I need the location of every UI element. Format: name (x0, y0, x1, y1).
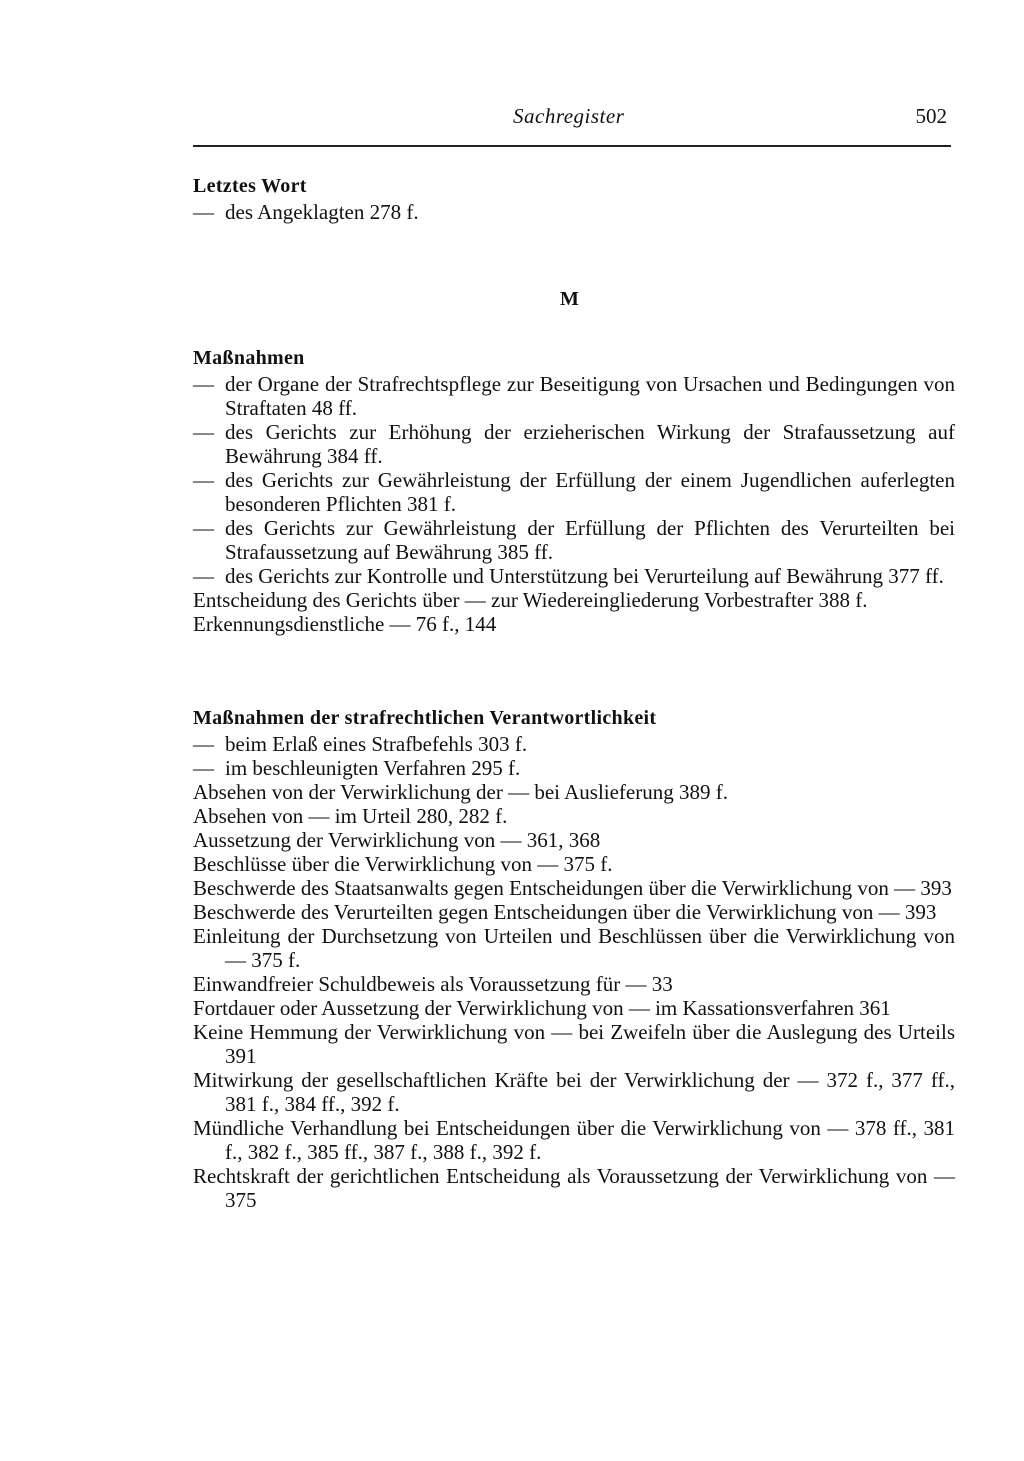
index-heading: Maßnahmen der strafrechtlichen Verantwortlichkeit (193, 707, 657, 729)
index-subentry-text: beim Erlaß eines Strafbefehls 303 f. (225, 732, 528, 756)
dash-marker: — (193, 564, 214, 588)
index-entry: Beschlüsse über die Verwirklichung von — 375 f. (193, 852, 613, 876)
index-subentry-text: des Gerichts zur Erhöhung der erzieherischen Wirkung der Strafaussetzung auf Bewährung 384 ff. (225, 420, 955, 468)
index-subentry (193, 732, 955, 756)
index-subentry (193, 420, 955, 468)
index-entry: Beschwerde des Verurteilten gegen Entscheidungen über die Verwirklichung von — 393 (193, 900, 937, 924)
index-subentry (193, 468, 955, 516)
dash-marker: — (193, 372, 214, 396)
index-heading: Letztes Wort (193, 175, 307, 197)
dash-marker: — (193, 732, 214, 756)
index-subentry (193, 516, 955, 564)
index-subentry (193, 564, 955, 588)
page-header (193, 104, 955, 144)
index-heading: Maßnahmen (193, 347, 305, 369)
index-entry: Aussetzung der Verwirklichung von — 361, 368 (193, 828, 601, 852)
index-section-letztes-wort (193, 172, 955, 224)
index-entry: Beschwerde des Staatsanwalts gegen Entscheidungen über die Verwirklichung von — 393 (193, 876, 952, 900)
index-section-verantwortlichkeit (193, 704, 955, 1212)
index-subentry-text: des Gerichts zur Gewährleistung der Erfüllung der einem Jugendlichen auferlegten besonderen Pflichten 381 f. (225, 468, 955, 516)
index-entry: Entscheidung des Gerichts über — zur Wiedereingliederung Vorbestrafter 388 f. (193, 588, 868, 612)
index-entry: Rechtskraft der gerichtlichen Entscheidung als Voraussetzung der Verwirklichung von — 375 (193, 1164, 955, 1212)
index-subentry-text: der Organe der Strafrechtspflege zur Beseitigung von Ursachen und Bedingungen von Straftaten 48 ff. (225, 372, 955, 420)
index-entry: Keine Hemmung der Verwirklichung von — bei Zweifeln über die Auslegung des Urteils 391 (193, 1020, 955, 1068)
index-entry: Mündliche Verhandlung bei Entscheidungen über die Verwirklichung von — 378 ff., 381 f., 382 f., 385 ff., 387 f., 388 f., 392 f. (193, 1116, 955, 1164)
index-subentry (193, 756, 955, 780)
index-entry: Absehen von — im Urteil 280, 282 f. (193, 804, 508, 828)
index-subentry (193, 200, 955, 224)
index-entry: Einleitung der Durchsetzung von Urteilen und Beschlüssen über die Verwirklichung von — 375 f. (193, 924, 955, 972)
index-entry: Fortdauer oder Aussetzung der Verwirklichung von — im Kassationsverfahren 361 (193, 996, 891, 1020)
dash-marker: — (193, 200, 214, 224)
letter-divider: M (560, 288, 579, 310)
dash-marker: — (193, 420, 214, 444)
index-subentry (193, 372, 955, 420)
index-entry: Erkennungsdienstliche — 76 f., 144 (193, 612, 497, 636)
header-rule (193, 145, 951, 147)
running-title: Sachregister (513, 104, 625, 128)
index-subentry-text: des Angeklagten 278 f. (225, 200, 419, 224)
dash-marker: — (193, 756, 214, 780)
index-entry: Absehen von der Verwirklichung der — bei Auslieferung 389 f. (193, 780, 728, 804)
page-number: 502 (915, 104, 947, 128)
dash-marker: — (193, 468, 214, 492)
index-subentry-text: des Gerichts zur Gewährleistung der Erfüllung der Pflichten des Verurteilten bei Strafaussetzung auf Bewährung 385 ff. (225, 516, 955, 564)
dash-marker: — (193, 516, 214, 540)
index-section-massnahmen (193, 344, 955, 636)
index-entry: Mitwirkung der gesellschaftlichen Kräfte bei der Verwirklichung der — 372 f., 377 ff., 381 f., 384 ff., 392 f. (193, 1068, 955, 1116)
index-subentry-text: des Gerichts zur Kontrolle und Unterstützung bei Verurteilung auf Bewährung 377 ff. (225, 564, 944, 588)
index-subentry-text: im beschleunigten Verfahren 295 f. (225, 756, 521, 780)
index-entry: Einwandfreier Schuldbeweis als Voraussetzung für — 33 (193, 972, 673, 996)
